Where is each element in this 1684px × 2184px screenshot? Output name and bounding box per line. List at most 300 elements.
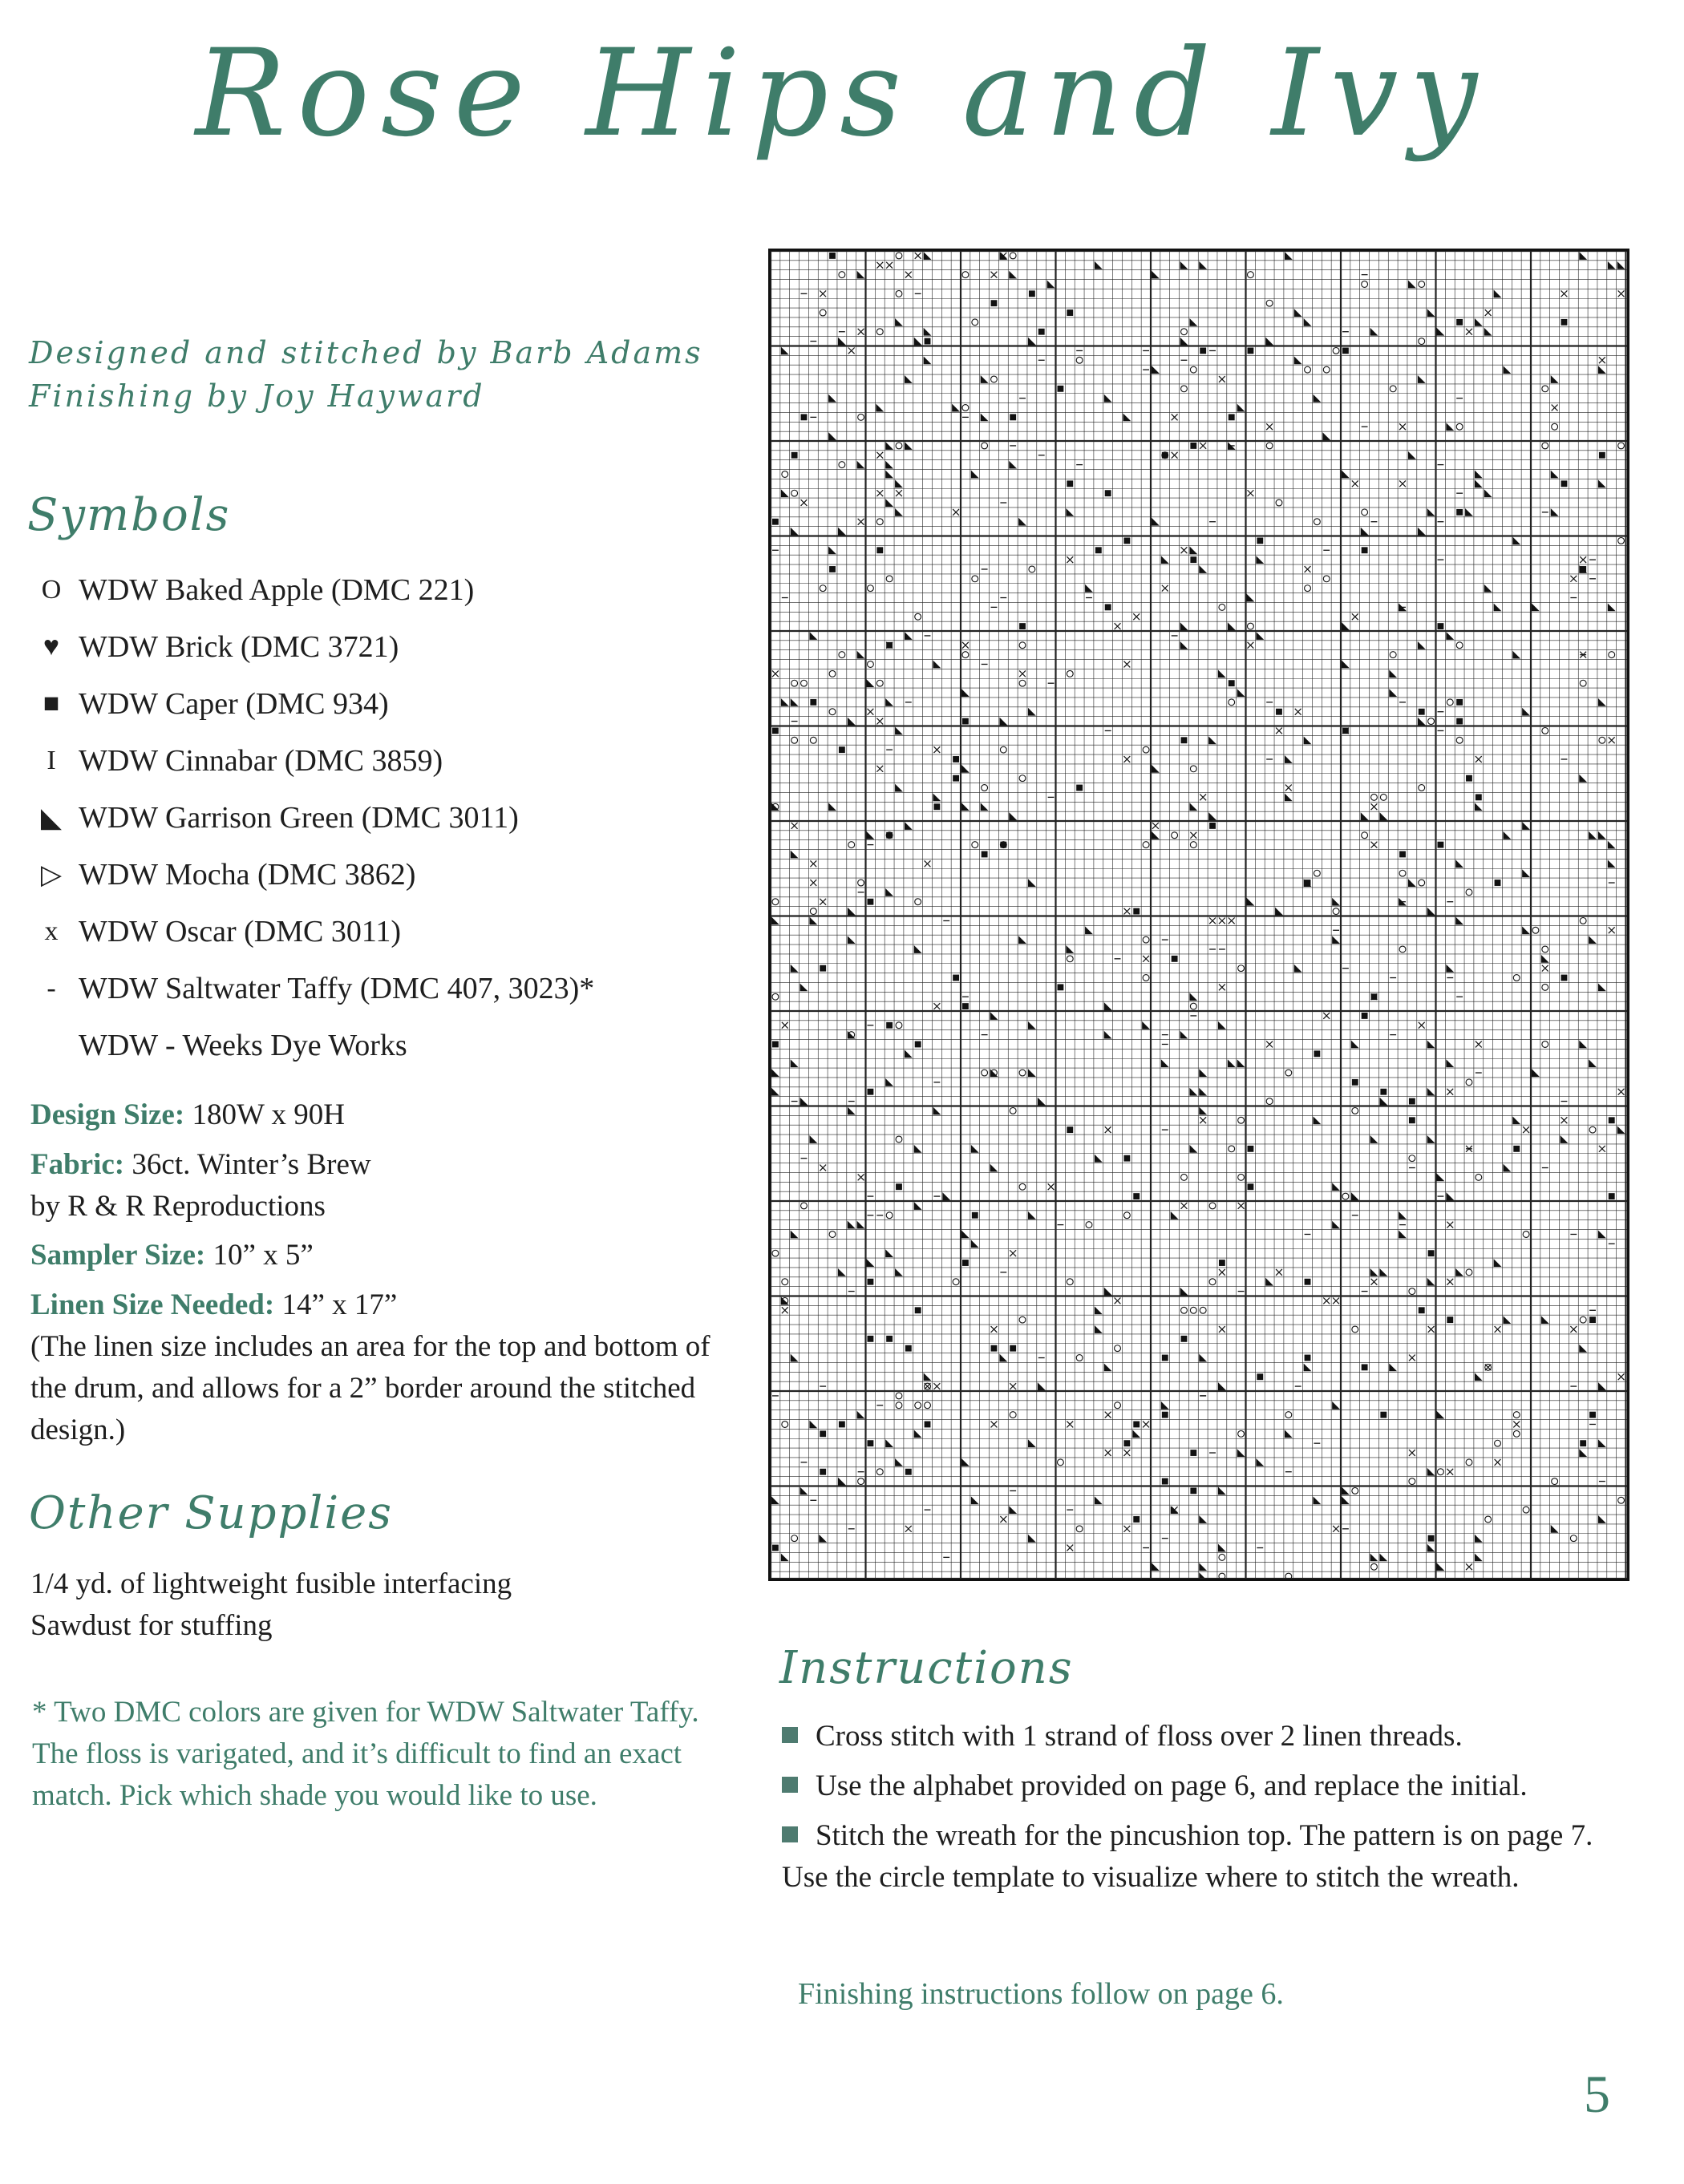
stitch-mark — [1313, 1116, 1321, 1124]
stitch-mark — [1333, 908, 1339, 915]
stitch-mark — [885, 1078, 893, 1086]
stitch-mark — [801, 1203, 808, 1209]
stitch-mark — [1275, 908, 1283, 916]
square-bullet-icon — [782, 1826, 798, 1842]
stitch-mark — [1010, 1383, 1016, 1389]
stitch-mark — [1362, 281, 1368, 288]
linen-size-label: Linen Size Needed: — [30, 1288, 275, 1321]
stitch-mark — [962, 652, 969, 658]
stitch-mark — [990, 1164, 998, 1172]
stitch-mark — [857, 1411, 865, 1419]
stitch-mark — [1009, 461, 1017, 469]
stitch-mark — [1609, 737, 1615, 743]
stitch-mark — [868, 661, 874, 668]
stitch-mark — [1361, 528, 1369, 536]
stitch-mark — [1200, 1117, 1206, 1123]
stitch-mark — [1371, 1563, 1378, 1570]
symbols-footnote: WDW - Weeks Dye Works — [79, 1028, 407, 1062]
stitch-mark — [1076, 1526, 1083, 1532]
stitch-mark — [1276, 728, 1282, 734]
stitch-mark — [1532, 603, 1540, 611]
stitch-mark — [914, 1145, 922, 1153]
stitch-mark — [1237, 404, 1245, 412]
stitch-mark — [1447, 1222, 1453, 1228]
stitch-mark — [1143, 936, 1149, 943]
stitch-mark — [1218, 669, 1226, 677]
stitch-mark — [971, 1240, 979, 1248]
stitch-mark — [914, 1430, 922, 1438]
stitch-mark — [1105, 1126, 1111, 1133]
stitch-mark — [820, 309, 826, 316]
stitch-mark — [1409, 1155, 1415, 1162]
stitch-mark — [1342, 622, 1350, 630]
stitch-mark — [1589, 1126, 1596, 1133]
stitch-mark — [925, 338, 931, 345]
stitch-mark — [1067, 480, 1073, 487]
stitch-mark — [961, 1231, 970, 1239]
stitch-mark — [1427, 1468, 1435, 1476]
stitch-mark — [771, 1069, 779, 1077]
stitch-mark — [1180, 641, 1188, 649]
stitch-mark — [1408, 879, 1416, 887]
stitch-mark — [1323, 366, 1330, 373]
stitch-mark — [924, 328, 932, 336]
stitch-mark — [885, 471, 893, 479]
stitch-mark — [791, 1231, 799, 1239]
stitch-mark — [914, 1202, 922, 1210]
stitch-mark — [1475, 803, 1483, 811]
stitch-mark — [1000, 842, 1006, 848]
dash-symbol-icon: - — [47, 973, 56, 1003]
stitch-mark — [782, 1422, 788, 1428]
symbol-label: WDW Caper (DMC 934) — [79, 686, 389, 721]
stitch-mark — [1019, 623, 1026, 629]
stitch-mark — [1256, 556, 1264, 564]
stitch-mark — [782, 1022, 788, 1029]
stitch-mark — [829, 253, 836, 259]
stitch-mark — [1418, 641, 1426, 649]
stitch-mark — [1009, 1506, 1017, 1514]
stitch-mark — [1208, 736, 1216, 744]
stitch-mark — [1085, 926, 1093, 934]
stitch-mark — [791, 851, 799, 859]
stitch-mark — [1028, 1535, 1036, 1543]
stitch-mark — [1180, 622, 1188, 630]
stitch-mark — [1229, 414, 1235, 420]
stitch-mark — [1067, 1279, 1073, 1285]
stitch-mark — [1561, 1135, 1569, 1143]
symbol-row — [32, 1017, 722, 1074]
stitch-mark — [1476, 756, 1482, 762]
stitch-mark — [1608, 859, 1616, 868]
stitch-mark — [1305, 566, 1311, 572]
stitch-mark — [895, 479, 903, 487]
sampler-size-value: 10” x 5” — [213, 1239, 314, 1272]
stitch-mark — [1380, 1412, 1386, 1418]
stitch-mark — [1503, 1164, 1511, 1172]
stitch-mark — [781, 347, 789, 355]
stitch-mark — [1456, 699, 1463, 706]
stitch-mark — [1019, 775, 1026, 782]
stitch-mark — [1285, 1430, 1293, 1438]
stitch-mark — [953, 775, 959, 782]
stitch-mark — [1181, 1203, 1188, 1209]
stitch-mark — [781, 698, 789, 706]
stitch-mark — [933, 1383, 940, 1389]
stitch-mark — [1294, 309, 1302, 317]
stitch-mark — [1475, 479, 1483, 487]
stitch-mark — [895, 1458, 903, 1466]
stitch-mark — [1219, 1260, 1225, 1266]
stitch-mark — [1512, 1116, 1520, 1124]
stitch-mark — [1028, 879, 1036, 887]
stitch-mark — [1115, 1298, 1121, 1304]
stitch-mark — [857, 1221, 865, 1229]
instructions-list — [782, 1716, 1632, 1907]
stitch-mark — [857, 461, 865, 469]
stitch-mark — [1513, 975, 1520, 981]
stitch-mark — [1076, 785, 1083, 791]
stitch-mark — [1512, 537, 1520, 545]
stitch-mark — [1542, 386, 1548, 392]
stitch-mark — [1428, 1326, 1435, 1333]
other-supplies-heading: Other Supplies — [29, 1487, 394, 1539]
stitch-mark — [857, 271, 865, 279]
stitch-mark — [1580, 556, 1586, 563]
stitch-mark — [905, 1050, 913, 1058]
stitch-mark — [1161, 556, 1169, 564]
stitch-mark — [896, 1022, 902, 1029]
stitch-mark — [1455, 917, 1463, 925]
stitch-mark — [1018, 936, 1026, 944]
sampler-size — [30, 1235, 728, 1276]
stitch-mark — [1551, 1525, 1559, 1533]
stitch-mark — [933, 1003, 940, 1009]
stitch-mark — [868, 1440, 874, 1446]
fabric-maker: by R & R Reproductions — [30, 1190, 326, 1223]
stitch-mark — [981, 803, 989, 811]
stitch-mark — [895, 784, 903, 792]
stitch-mark — [1200, 443, 1206, 449]
stitch-mark — [848, 842, 855, 848]
stitch-mark — [1399, 851, 1406, 858]
stitch-mark — [1351, 1041, 1359, 1049]
stitch-mark — [1285, 785, 1292, 791]
stitch-mark — [1219, 1269, 1225, 1276]
stitch-mark — [1028, 708, 1036, 716]
stitch-mark — [791, 452, 798, 459]
stitch-mark — [1352, 480, 1358, 487]
stitch-mark — [971, 1496, 979, 1504]
stitch-mark — [1495, 880, 1501, 886]
stitch-mark — [962, 405, 969, 411]
stitch-mark — [1342, 661, 1350, 669]
stitch-mark — [999, 718, 1007, 726]
stitch-mark — [1209, 1279, 1216, 1285]
stitch-mark — [905, 1469, 912, 1475]
stitch-mark — [1190, 842, 1196, 848]
symbol-label: WDW Saltwater Taffy (DMC 407, 3023)* — [79, 971, 595, 1005]
stitch-mark — [876, 329, 883, 335]
stitch-mark — [1229, 680, 1235, 686]
stitch-mark — [1561, 975, 1568, 981]
stitch-mark — [1332, 936, 1340, 944]
stitch-mark — [1199, 1069, 1207, 1077]
stitch-mark — [1598, 983, 1606, 991]
stitch-mark — [1476, 1041, 1482, 1048]
stitch-mark — [1133, 1422, 1140, 1428]
supply-item: 1/4 yd. of lightweight fusible interfacing — [30, 1567, 512, 1600]
stitch-mark — [1189, 1088, 1197, 1096]
stitch-mark — [905, 632, 913, 640]
stitch-mark — [1427, 1088, 1435, 1096]
stitch-mark — [1456, 319, 1463, 326]
stitch-mark — [1599, 452, 1605, 459]
stitch-mark — [952, 404, 960, 412]
fabric — [30, 1144, 728, 1227]
stitch-mark — [991, 376, 998, 382]
stitch-mark — [1399, 1211, 1407, 1219]
stitch-mark — [953, 509, 959, 516]
stitch-mark — [925, 1383, 931, 1389]
stitch-mark — [1379, 1098, 1387, 1106]
stitch-mark — [1067, 670, 1073, 677]
stitch-mark — [1265, 338, 1273, 346]
design-size — [30, 1094, 728, 1136]
stitch-mark — [914, 338, 922, 346]
stitch-mark — [1209, 1203, 1216, 1209]
stitch-mark — [1067, 1545, 1073, 1551]
stitch-mark — [848, 718, 856, 726]
stitch-mark — [1000, 1516, 1006, 1523]
stitch-mark — [1437, 328, 1445, 336]
stitch-mark — [1419, 338, 1425, 345]
stitch-mark — [885, 1249, 893, 1257]
stitch-mark — [1446, 632, 1454, 640]
stitch-mark — [1419, 281, 1425, 288]
stitch-mark — [1162, 585, 1168, 592]
heart-symbol-icon: ♥ — [43, 631, 60, 661]
stitch-mark — [933, 803, 940, 810]
stitch-mark — [1104, 1288, 1112, 1296]
stitch-mark — [848, 348, 855, 354]
stitch-mark — [1352, 1488, 1358, 1494]
stitch-mark — [885, 499, 893, 507]
stitch-mark — [791, 680, 798, 686]
stitch-mark — [1248, 623, 1254, 629]
stitch-mark — [1523, 1232, 1529, 1238]
stitch-mark — [1257, 538, 1263, 544]
stitch-mark — [961, 689, 970, 697]
stitch-mark — [1438, 1469, 1444, 1475]
stitch-mark — [782, 1279, 788, 1285]
stitch-mark — [885, 442, 893, 450]
stitch-mark — [1599, 1146, 1605, 1152]
chart-grid — [771, 251, 1627, 1579]
stitch-mark — [1180, 1288, 1188, 1296]
design-size-value: 180W x 90H — [192, 1098, 345, 1131]
stitch-mark — [1181, 386, 1188, 392]
stitch-mark — [1390, 652, 1396, 658]
stitch-mark — [905, 442, 913, 450]
stitch-mark — [828, 432, 836, 440]
stitch-mark — [1322, 432, 1330, 440]
stitch-mark — [1485, 1364, 1492, 1370]
stitch-mark — [1352, 613, 1358, 620]
stitch-mark — [1447, 1089, 1453, 1095]
stitch-mark — [1541, 955, 1549, 963]
stitch-mark — [1466, 1269, 1472, 1276]
stitch-mark — [1172, 452, 1178, 459]
linen-size-value: 14” x 17” — [281, 1288, 398, 1321]
stitch-mark — [924, 356, 932, 364]
stitch-mark — [1095, 261, 1103, 269]
stitch-mark — [1313, 1496, 1321, 1504]
stitch-mark — [1408, 281, 1416, 289]
stitch-mark — [1190, 366, 1196, 373]
stitch-mark — [1172, 956, 1178, 962]
stitch-mark — [1095, 1306, 1103, 1314]
stitch-mark — [839, 1422, 845, 1428]
stitch-mark — [1456, 509, 1463, 516]
stitch-mark — [1561, 290, 1568, 297]
stitch-mark — [1494, 603, 1502, 611]
stitch-mark — [1238, 1203, 1245, 1209]
stitch-mark — [915, 253, 921, 259]
stitch-mark — [1362, 1013, 1368, 1019]
stitch-mark — [924, 252, 932, 260]
symbol-label: WDW Cinnabar (DMC 3859) — [79, 743, 443, 778]
stitch-mark — [1371, 1279, 1378, 1285]
stitch-mark — [1599, 737, 1605, 743]
stitch-mark — [1172, 414, 1178, 420]
stitch-mark — [858, 1478, 864, 1485]
stitch-mark — [1228, 622, 1236, 630]
stitch-mark — [915, 1041, 921, 1048]
stitch-mark — [1067, 309, 1073, 316]
stitch-mark — [1171, 1211, 1179, 1219]
bar-symbol-icon: I — [47, 745, 56, 775]
stitch-mark — [1304, 736, 1312, 744]
stitch-mark — [1579, 775, 1587, 783]
stitch-mark — [1447, 1279, 1453, 1285]
stitch-mark — [1142, 1021, 1150, 1029]
other-supplies-list — [30, 1563, 728, 1647]
stitch-mark — [1570, 1535, 1577, 1542]
stitch-mark — [1190, 443, 1196, 449]
stitch-mark — [1028, 1211, 1036, 1219]
stitch-mark — [1285, 252, 1293, 260]
stitch-mark — [772, 670, 779, 677]
stitch-mark — [896, 490, 902, 496]
stitch-mark — [1066, 508, 1074, 516]
stitch-mark — [1200, 1307, 1206, 1313]
stitch-mark — [1238, 1430, 1245, 1437]
stitch-mark — [1513, 1422, 1520, 1428]
stitch-mark — [1466, 329, 1472, 335]
stitch-mark — [1389, 689, 1397, 697]
stitch-mark — [1009, 271, 1017, 279]
stitch-mark — [1237, 689, 1245, 697]
stitch-mark — [1494, 289, 1502, 297]
stitch-mark — [933, 793, 941, 801]
stitch-mark — [1362, 1364, 1368, 1370]
stitch-mark — [1427, 908, 1435, 916]
stitch-mark — [896, 1402, 902, 1409]
stitch-mark — [1133, 908, 1140, 915]
stitch-mark — [1370, 1268, 1378, 1276]
stitch-mark — [1143, 956, 1149, 962]
stitch-mark — [1095, 1325, 1103, 1333]
stitch-mark — [857, 651, 865, 659]
stitch-mark — [895, 508, 903, 516]
stitch-mark — [1598, 479, 1606, 487]
stitch-mark — [1199, 565, 1207, 573]
stitch-mark — [1589, 1412, 1596, 1418]
stitch-mark — [1161, 1401, 1169, 1409]
stitch-mark — [1209, 823, 1216, 829]
stitch-mark — [1314, 1050, 1320, 1057]
stitch-mark — [1465, 508, 1473, 516]
stitch-mark — [1446, 423, 1454, 431]
stitch-mark — [1466, 1459, 1472, 1466]
stitch-mark — [1115, 623, 1121, 629]
stitch-mark — [1599, 357, 1605, 363]
stitch-mark — [1067, 556, 1073, 563]
stitch-mark — [1618, 443, 1625, 449]
stitch-mark — [1019, 1183, 1026, 1190]
stitch-mark — [905, 1526, 912, 1532]
stitch-mark — [991, 1422, 998, 1428]
stitch-mark — [1218, 1487, 1226, 1495]
stitch-mark — [1552, 1478, 1558, 1485]
stitch-mark — [1589, 1059, 1597, 1067]
stitch-mark — [1199, 261, 1207, 269]
stitch-mark — [1199, 1354, 1207, 1362]
stitch-mark — [1009, 812, 1017, 820]
stitch-mark — [1371, 803, 1378, 810]
stitch-mark — [885, 1439, 893, 1447]
stitch-mark — [962, 1260, 969, 1266]
stitch-mark — [1437, 1563, 1445, 1571]
stitch-mark — [1180, 261, 1188, 269]
stitch-mark — [1237, 1449, 1245, 1457]
stitch-mark — [1428, 1535, 1435, 1542]
stitch-mark — [895, 1268, 903, 1276]
symbol-label: WDW Baked Apple (DMC 221) — [79, 572, 475, 607]
stitch-mark — [1342, 348, 1349, 354]
stitch-mark — [1200, 348, 1206, 354]
stitch-mark — [1542, 946, 1548, 952]
stitch-mark — [1379, 812, 1387, 820]
stitch-mark — [972, 319, 978, 326]
symbol-label: WDW Oscar (DMC 3011) — [79, 914, 402, 948]
stitch-mark — [1484, 328, 1492, 336]
instructions-heading: Instructions — [779, 1642, 1074, 1694]
stitch-mark — [1152, 271, 1160, 279]
stitch-mark — [1419, 1307, 1425, 1313]
stitch-mark — [876, 1469, 883, 1475]
stitch-mark — [1552, 405, 1558, 411]
stitch-mark — [1123, 1155, 1130, 1162]
stitch-mark — [1409, 1478, 1415, 1485]
stitch-mark — [915, 1402, 921, 1409]
stitch-mark — [772, 1250, 779, 1256]
stitch-mark — [1598, 366, 1606, 374]
stitch-mark — [820, 1430, 826, 1437]
stitch-mark — [1219, 918, 1225, 924]
stitch-mark — [1276, 1269, 1282, 1276]
